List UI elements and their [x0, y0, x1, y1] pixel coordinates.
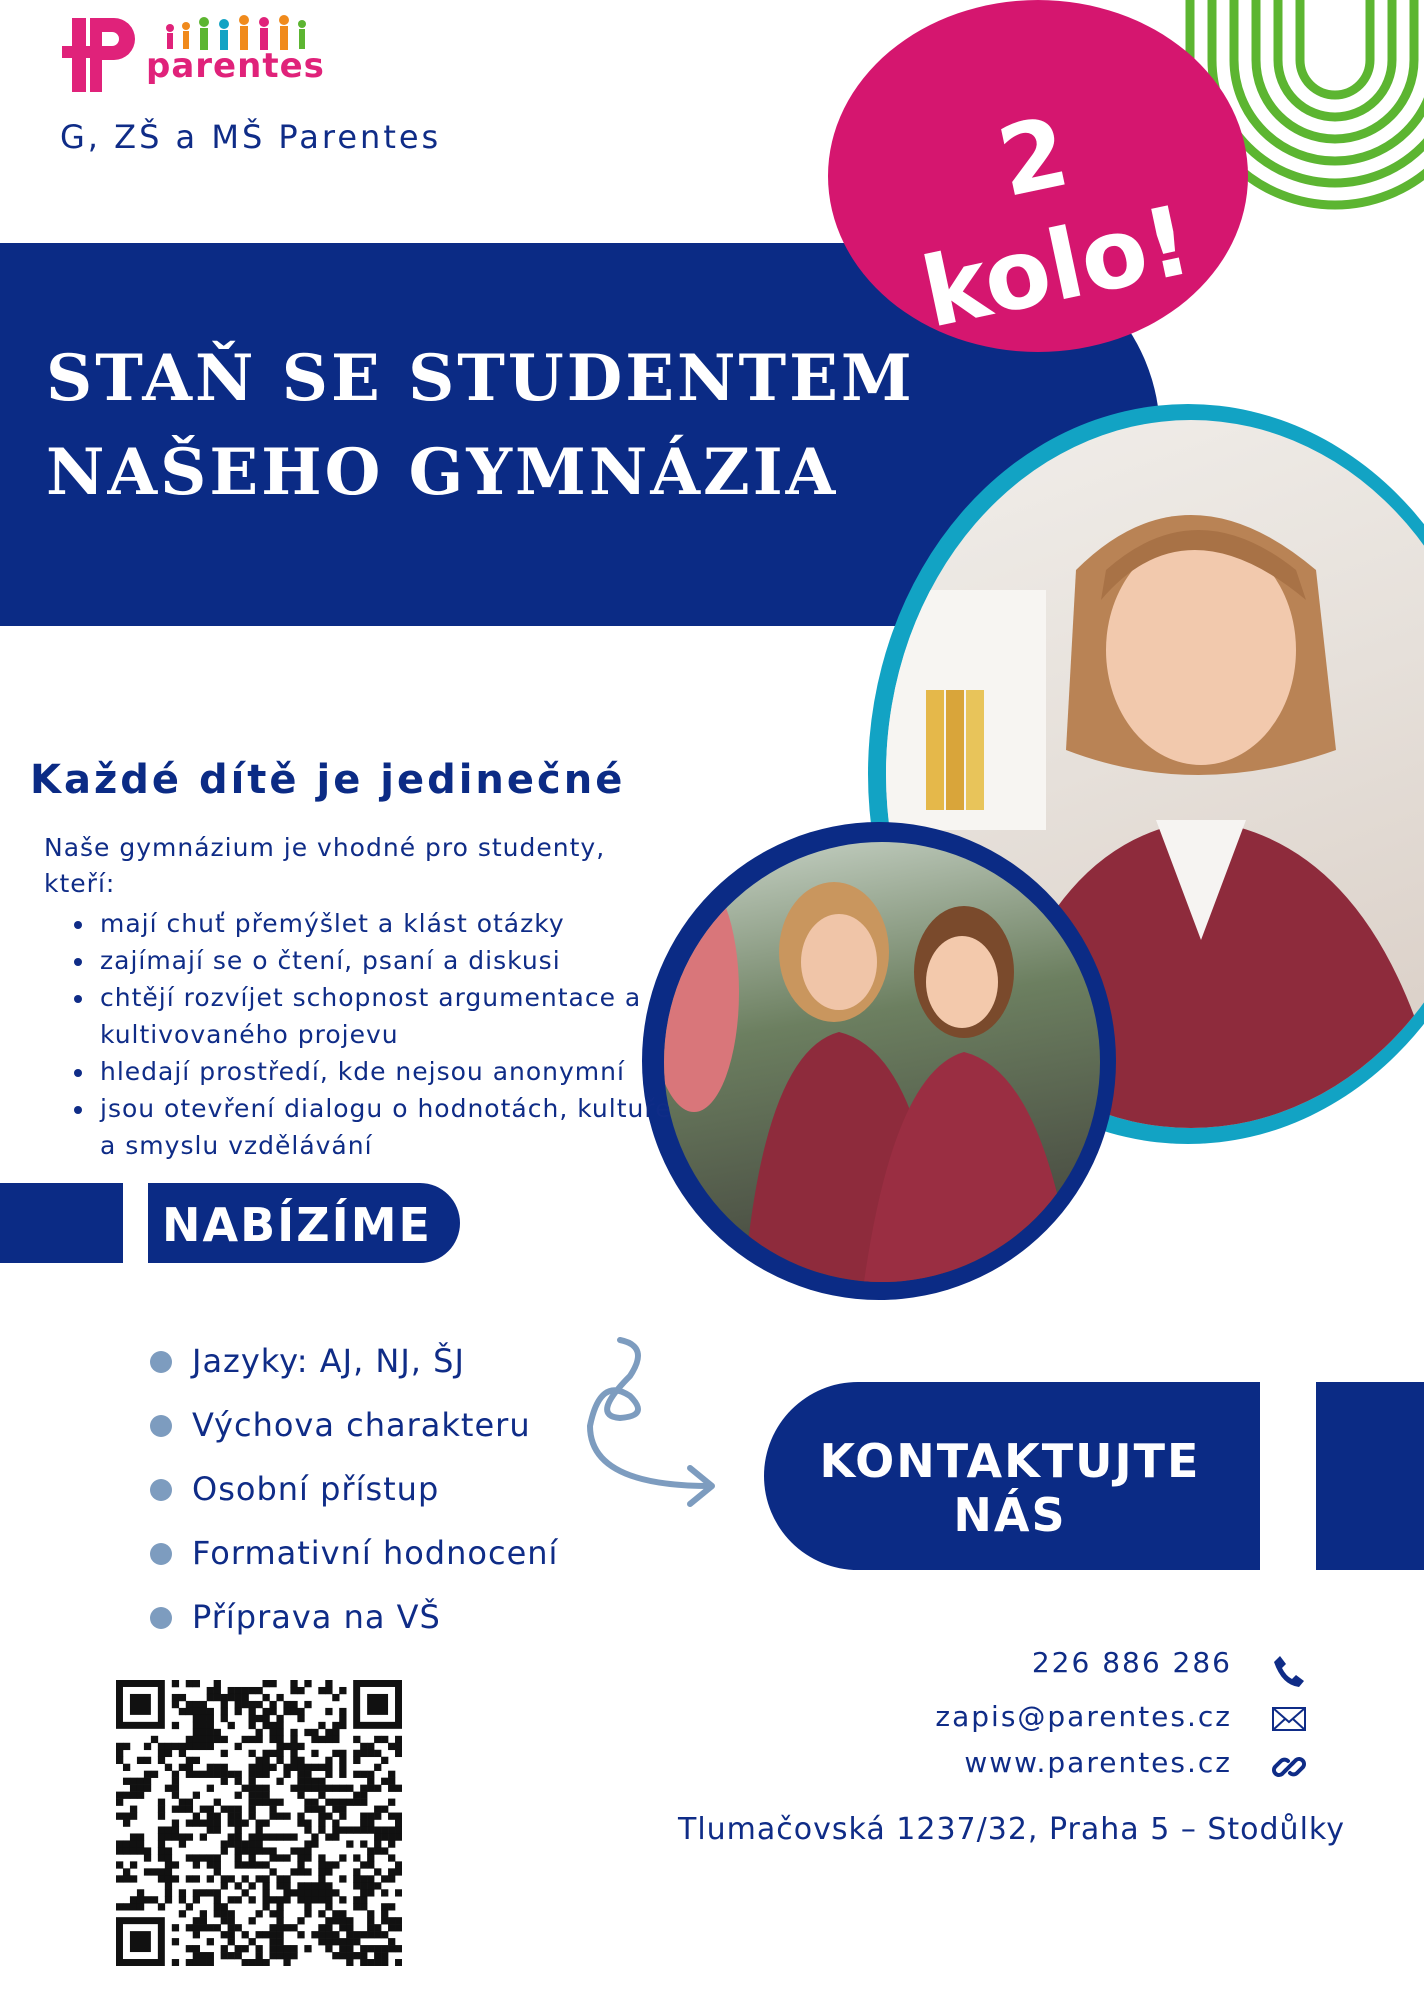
contact-us-label[interactable]: [790, 1434, 1230, 1542]
phone-number[interactable]: 226 886 286: [1031, 1646, 1232, 1679]
link-icon: [1270, 1748, 1308, 1786]
bullet-dot-icon: [150, 1607, 172, 1629]
contact-us-label-line1: KONTAKTUJTE: [819, 1434, 1201, 1488]
student-traits-list: [58, 905, 676, 1164]
school-name: G, ZŠ a MŠ Parentes: [60, 118, 442, 156]
bullet-dot-icon: [150, 1351, 172, 1373]
page-title-line1: STAŇ SE STUDENTEM: [46, 341, 915, 416]
students-group-illustration: [664, 842, 1100, 1282]
school-address: Tlumačovská 1237/32, Praha 5 – Stodůlky: [678, 1812, 1345, 1847]
section-title-unique-child: Každé dítě je jedinečné: [30, 757, 626, 803]
list-item: • jsou otevření dialogu o hodnotách, kultuře a smyslu vzdělávání: [96, 1090, 676, 1164]
phone-icon: [1270, 1652, 1308, 1690]
offer-title: NABÍZÍME: [162, 1198, 432, 1252]
offer-item-label: Formativní hodnocení: [192, 1534, 559, 1572]
logo-wordmark: parentes: [146, 46, 325, 86]
contact-side-bar: [1316, 1382, 1424, 1570]
offer-header-bar: [0, 1183, 123, 1263]
list-item: • zajímají se o čtení, psaní a diskusi: [96, 942, 676, 979]
round-badge-label: 2 kolo!: [913, 95, 1201, 350]
curved-arrow-icon: [580, 1336, 730, 1516]
contact-us-label-line2: NÁS: [953, 1488, 1067, 1542]
bullet-dot-icon: [150, 1415, 172, 1437]
students-group-photo: [664, 842, 1100, 1282]
website-link[interactable]: www.parentes.cz: [964, 1746, 1232, 1779]
bullet-dot-icon: [150, 1479, 172, 1501]
offer-item-label: Jazyky: AJ, NJ, ŠJ: [192, 1342, 465, 1380]
page-title-line2: NAŠEHO GYMNÁZIA: [46, 435, 839, 510]
offer-item-label: Výchova charakteru: [192, 1406, 531, 1444]
mail-icon: [1270, 1700, 1308, 1738]
list-item: • chtějí rozvíjet schopnost argumentace a kultivovaného projevu: [96, 979, 676, 1053]
list-item: • mají chuť přemýšlet a klást otázky: [96, 905, 676, 942]
section-intro-text: Naše gymnázium je vhodné pro studenty, kteří:: [44, 833, 606, 898]
page-title: [46, 332, 915, 520]
qr-code-icon[interactable]: [116, 1680, 402, 1966]
email-link[interactable]: zapis@parentes.cz: [935, 1700, 1232, 1733]
list-item: • hledají prostředí, kde nejsou anonymní: [96, 1053, 676, 1090]
offer-item-label: Příprava na VŠ: [192, 1598, 441, 1636]
bullet-dot-icon: [150, 1543, 172, 1565]
offer-item-label: Osobní přístup: [192, 1470, 440, 1508]
parentes-logo-icon: [62, 16, 142, 94]
